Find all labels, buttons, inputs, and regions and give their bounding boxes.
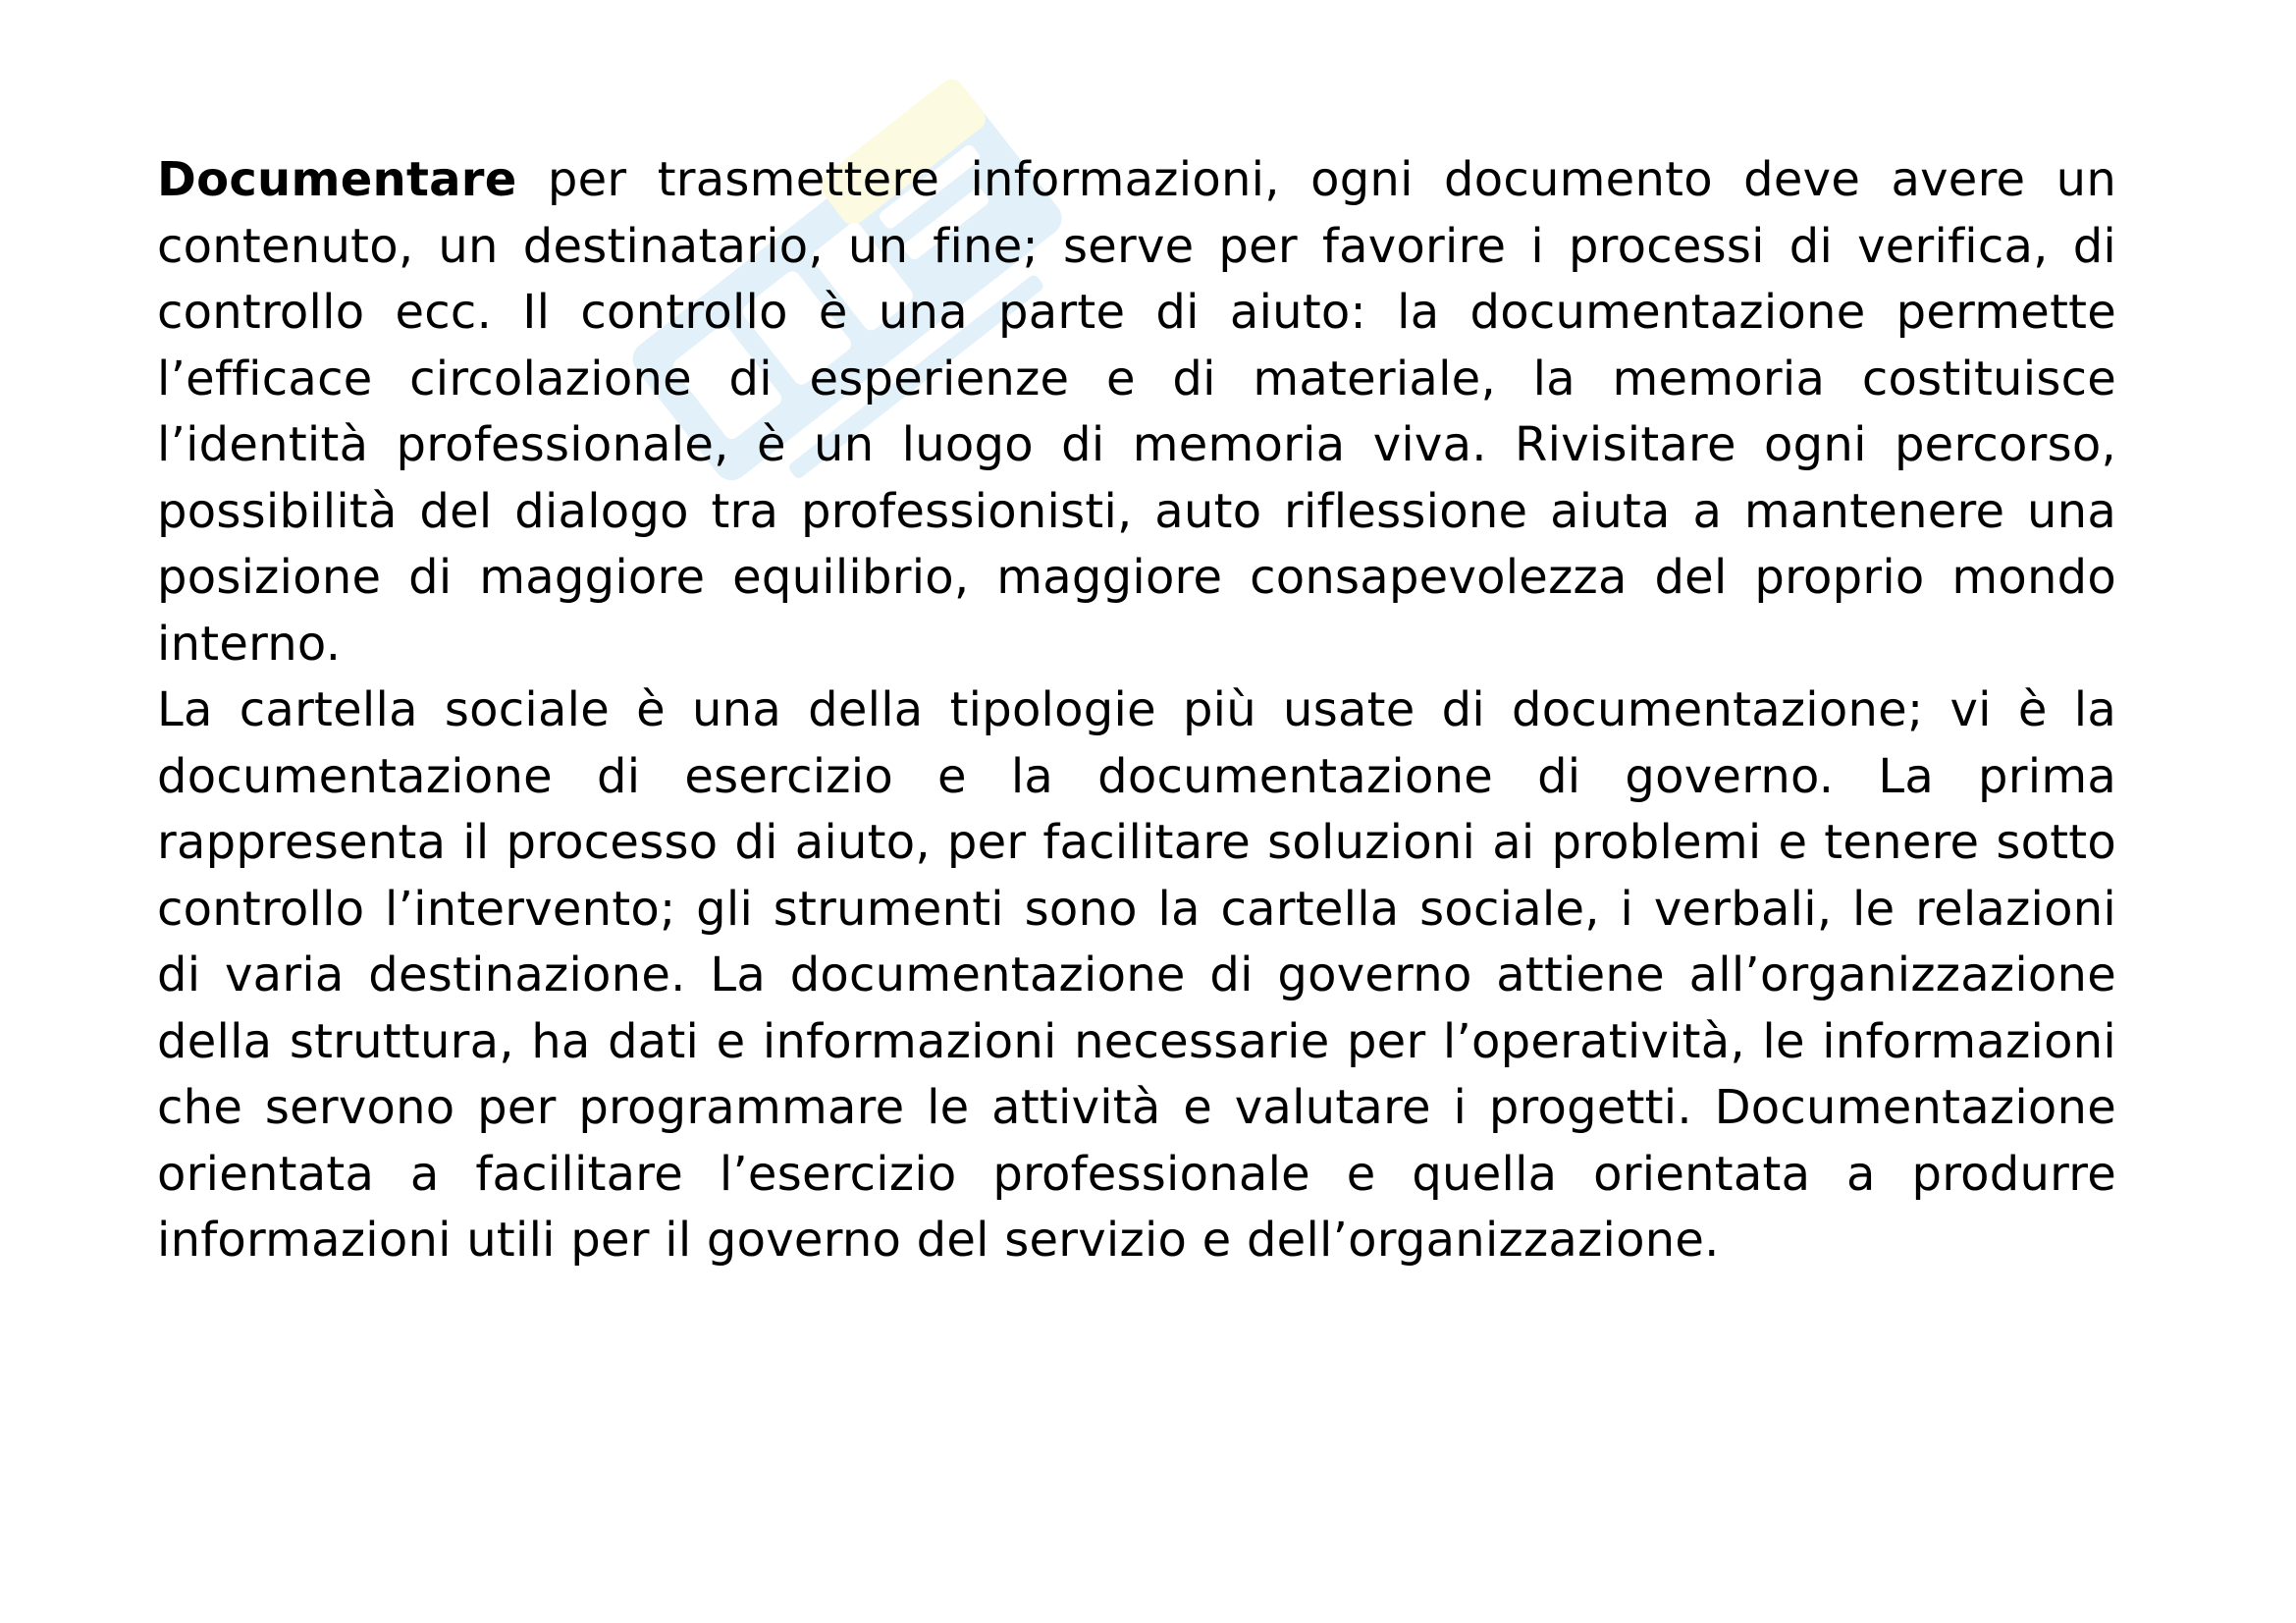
document-body	[157, 147, 2116, 1274]
paragraph-lead-term: Documentare	[157, 152, 517, 207]
paragraph-text: per trasmettere informazioni, ogni documento deve avere un contenuto, un destinatario, un fine; serve per favorire i processi di verifica, di controllo ecc. Il controllo è una parte di aiuto: la documentazione permette l’efficace circolazione di esperienze e di materiale, la memoria costituisce l’identità professionale, è un luogo di memoria viva. Rivisitare ogni percorso, possibilità del dialogo tra professionisti, auto riflessione aiuta a mantenere una posizione di maggiore equilibrio, maggiore consapevolezza del proprio mondo interno.	[157, 152, 2116, 672]
paragraph-cartella-sociale: La cartella sociale è una della tipologie più usate di documentazione; vi è la documentazione di esercizio e la documentazione di governo. La prima rappresenta il processo di aiuto, per facilitare soluzioni ai problemi e tenere sotto controllo l’intervento; gli strumenti sono la cartella sociale, i verbali, le relazioni di varia destinazione. La documentazione di governo attiene all’organizzazione della struttura, ha dati e informazioni necessarie per l’operatività, le informazioni che servono per programmare le attività e valutare i progetti. Documentazione orientata a facilitare l’esercizio professionale e quella orientata a produrre informazioni utili per il governo del servizio e dell’organizzazione.	[157, 682, 2116, 1268]
paragraph-documentare	[157, 147, 2116, 677]
